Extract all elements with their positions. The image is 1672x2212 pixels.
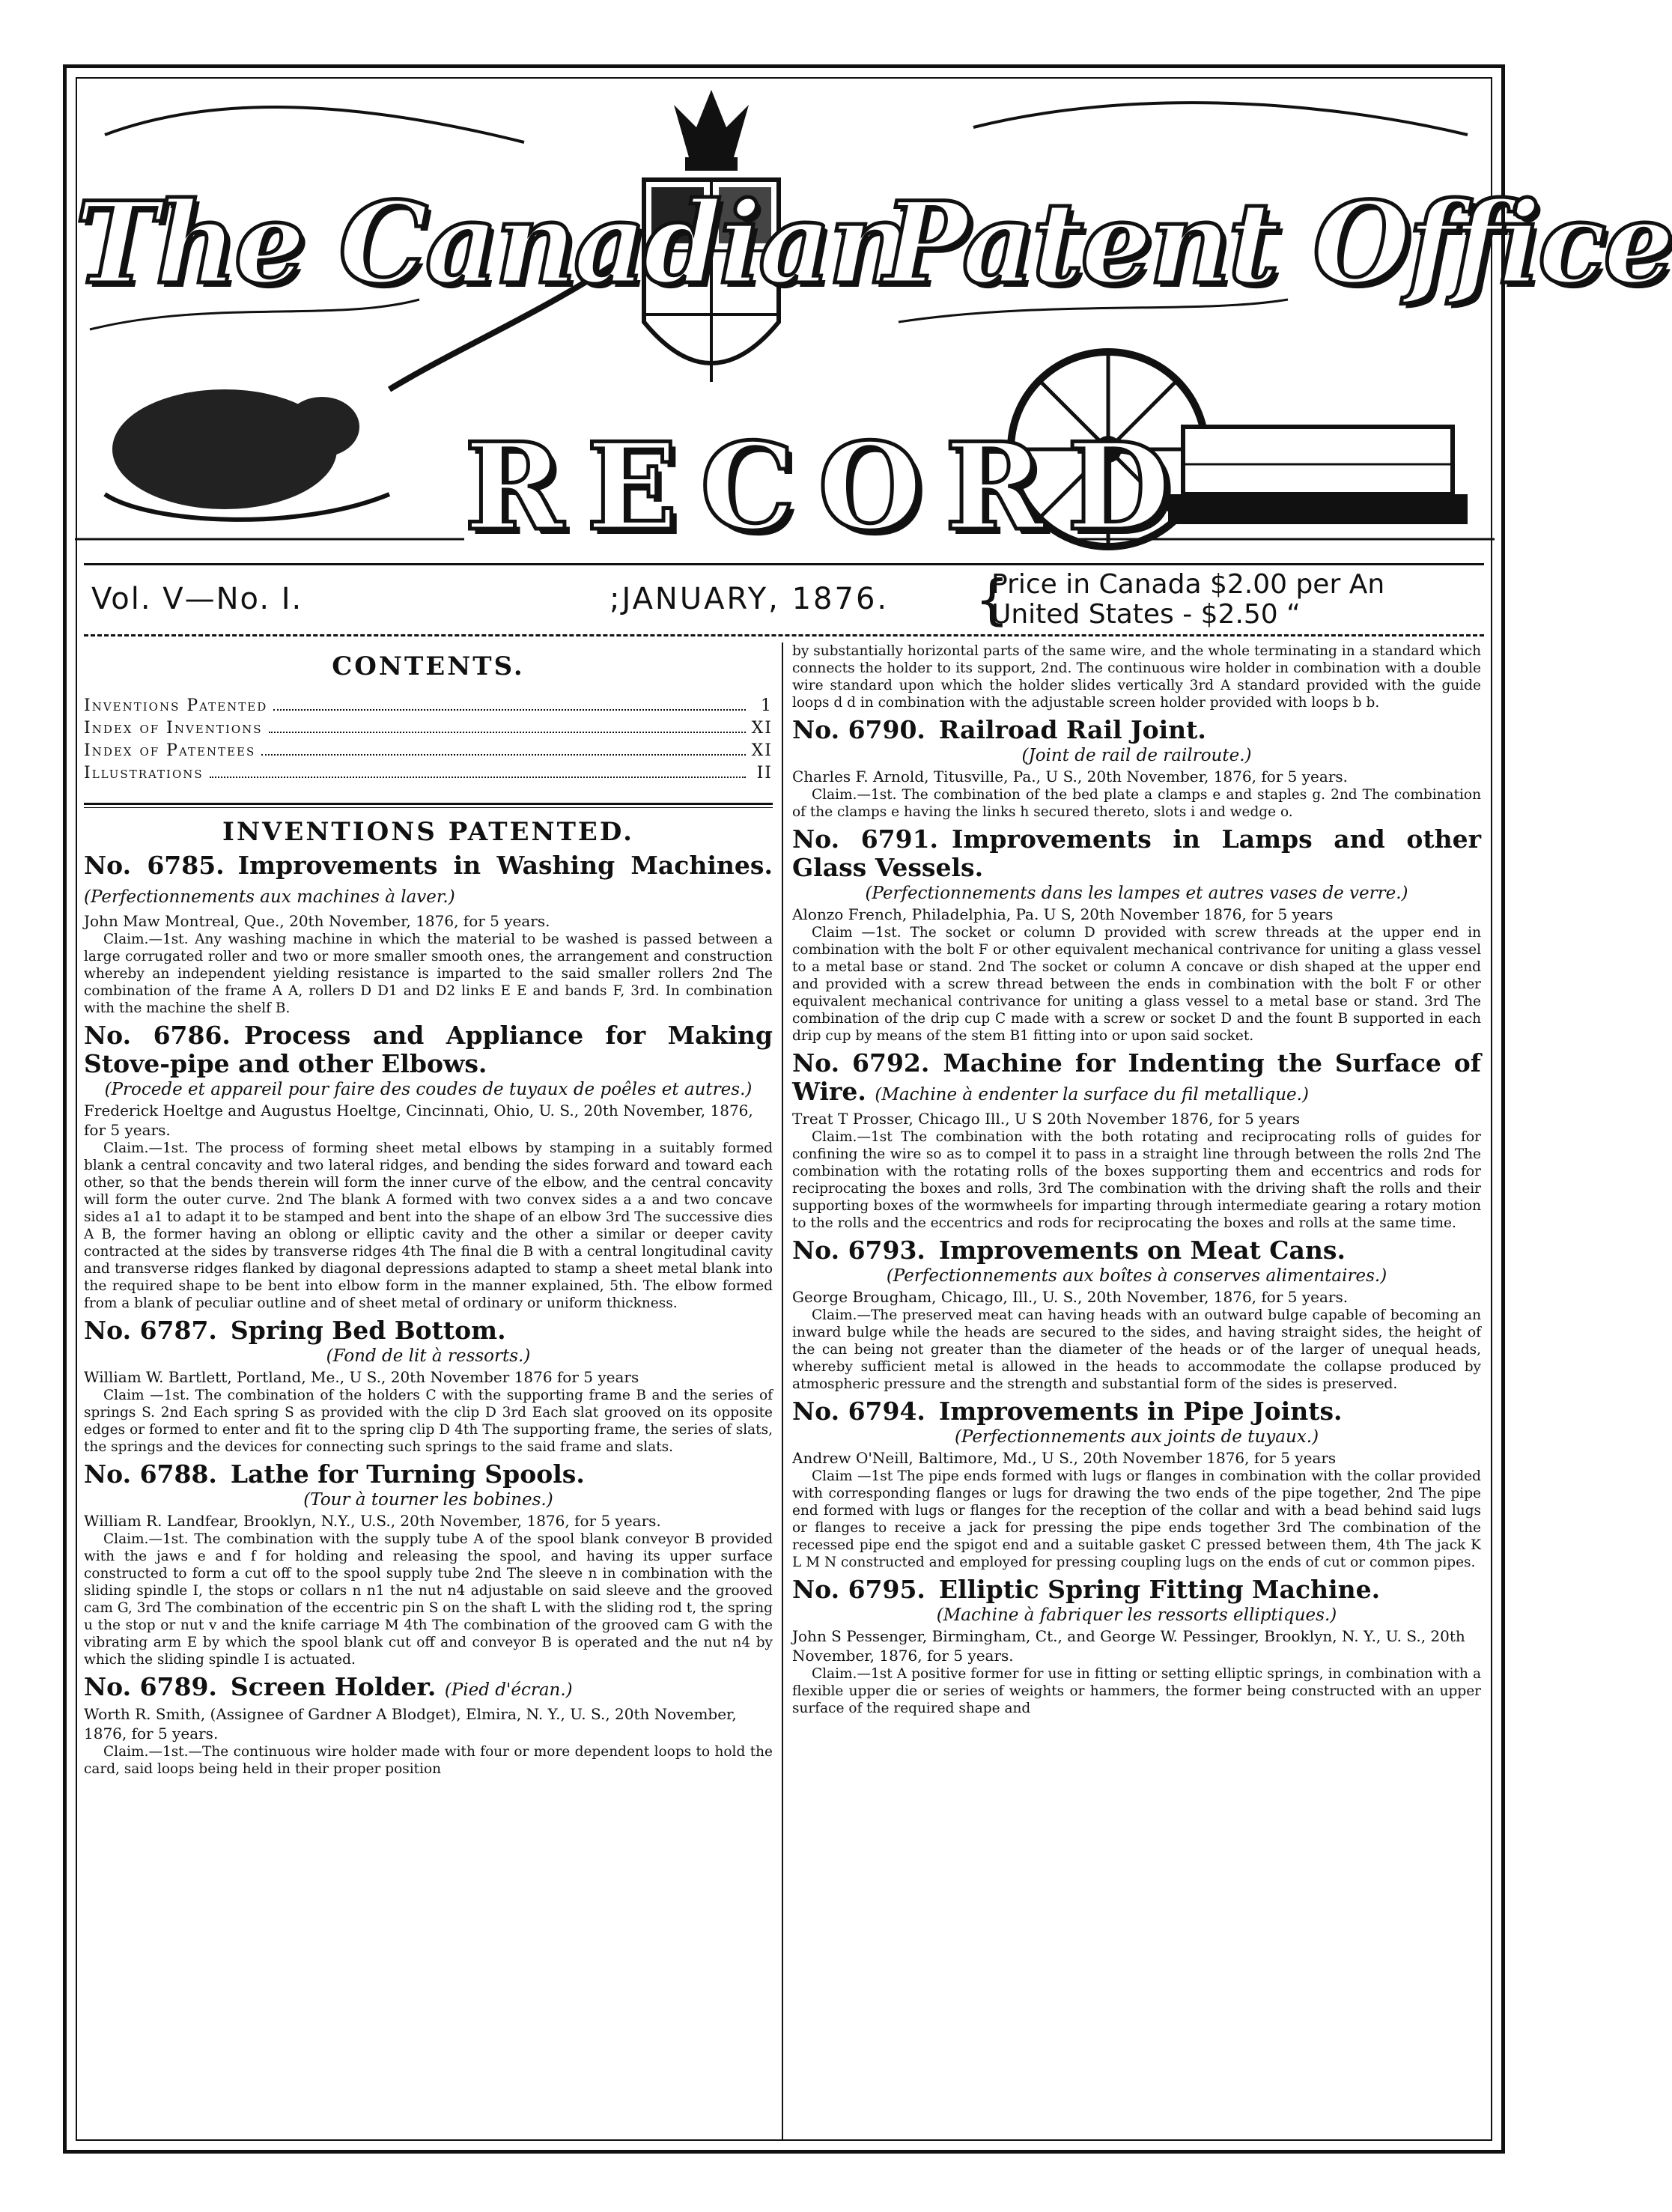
contents-page: 1 — [761, 696, 773, 715]
leader-dots — [261, 740, 745, 756]
patent-inventor: Andrew O'Neill, Baltimore, Md., U S., 20th November 1876, for 5 years — [792, 1449, 1337, 1467]
patent-french-title: (Machine à endenter la surface du fil metallique.) — [875, 1085, 1309, 1105]
patent-claim: Claim.—1st.—The continuous wire holder made with four or more dependent loops to hold the card, said loops being held in their proper position — [84, 1744, 773, 1777]
continued-claim: by substantially horizontal parts of the same wire, and the whole terminating in a standard which connects the holder to its support, 2nd. The continuous wire holder in combination with a double wire standard upon which the holder slides vertically 3rd A standard provided with the guide loops d d in combination with the adjustable screen holder provided with loops b b. — [792, 643, 1481, 711]
patent-heading — [792, 1576, 1481, 1604]
patent-claim: Claim.—1st. The combination with the supply tube A of the spool blank conveyor B provided with the jaws e and f for holding and releasing the spool, and having its upper surface constructed to form a cut off to the spool supply tube 2nd The sleeve n in combination with the sliding spindle I, the stops or collars n n1 the nut n4 adjustable on said sleeve and the grooved cam G, 3rd The combination of the eccentric pin S on the shaft L with the sliding rod t, the spring u the stop or nut v and the knife carriage M 4th The combination of the grooved cam G with the vibrating arm E by which the spool blank cut off and conveyor B is operated and the nut n4 by which the sliding spindle I is actuated. — [84, 1531, 773, 1668]
patent-title: Lathe for Turning Spools. — [230, 1459, 585, 1489]
patent-french-title: (Machine à fabriquer les ressorts elliptiques.) — [936, 1605, 1337, 1625]
beaver-icon — [105, 389, 389, 520]
patent-title: Railroad Rail Joint. — [938, 715, 1206, 744]
patent-entry — [84, 1316, 773, 1456]
leader-dots — [210, 762, 746, 778]
price-united-states: United States - $2.50 “ — [991, 599, 1301, 630]
contents-title: CONTENTS. — [332, 651, 525, 681]
patent-entry — [84, 1460, 773, 1668]
masthead — [75, 75, 1672, 557]
patent-inventor: William W. Bartlett, Portland, Me., U S., 20th November 1876 for 5 years — [84, 1368, 639, 1386]
issue-volume: Vol. V—No. I. — [91, 582, 303, 616]
patent-heading — [792, 1236, 1481, 1265]
patent-inventor: Alonzo French, Philadelphia, Pa. U S, 20th November 1876, for 5 years — [792, 905, 1334, 923]
contents-page: XI — [751, 741, 773, 760]
patent-entry — [792, 1397, 1481, 1571]
patent-entry — [792, 1576, 1481, 1717]
crown-icon — [674, 90, 749, 171]
patent-number: No. 6790. — [792, 715, 925, 744]
patent-inventor: Frederick Hoeltge and Augustus Hoeltge, Cincinnati, Ohio, U. S., 20th November, 1876, for 5 years. — [84, 1102, 753, 1139]
contents-row — [84, 762, 773, 785]
leader-dots — [273, 695, 746, 711]
patent-title: Process and Appliance for Making Stove-pipe and other Elbows. — [84, 1021, 773, 1078]
issue-date: ;JANUARY, 1876. — [609, 582, 890, 616]
patent-entry — [792, 1236, 1481, 1393]
column-rule — [782, 642, 783, 2140]
contents-label: Index of Inventions — [84, 719, 263, 738]
patent-inventor: John S Pessenger, Birmingham, Ct., and George W. Pessinger, Brooklyn, N. Y., U. S., 20th November, 1876, for 5 years. — [792, 1627, 1465, 1665]
brace-icon: { — [975, 568, 1009, 631]
patent-claim: Claim.—1st. Any washing machine in which the material to be washed is passed between a large corrugated roller and two or more smaller smooth ones, the arrangement and construction whereby an independent yielding resistance is imparted to the said smaller rollers 2nd The combination of the frame A A, rollers D D1 and D2 links E E and bands F, 3rd. In combination with the machine the shelf B. — [84, 932, 773, 1016]
patent-french-title: (Joint de rail de railroute.) — [1021, 746, 1252, 765]
patent-claim: Claim —1st The pipe ends formed with lugs or flanges in combination with the collar provided with corresponding flanges or lugs for drawing the two ends of the pipe together, 2nd The pipe end formed with lugs or flanges for the reception of the collar and with a bead behind said lugs or flanges to receive a jack for pressing the pipe ends together 3rd The combination of the recessed pipe end the spigot end and a suitable gasket C pressed between them, 4th The jack K L M N constructed and employed for pressing coupling lugs on the ends of cut or common pipes. — [792, 1468, 1481, 1570]
patent-heading — [84, 851, 773, 911]
contents-row — [84, 695, 773, 717]
patent-entry — [84, 1673, 773, 1778]
patent-heading — [792, 1049, 1481, 1109]
patent-inventor: Treat T Prosser, Chicago Ill., U S 20th November 1876, for 5 years — [792, 1110, 1301, 1128]
patent-inventor: George Brougham, Chicago, Ill., U. S., 20th November, 1876, for 5 years. — [792, 1288, 1349, 1306]
contents-label: Index of Patentees — [84, 741, 256, 760]
patent-heading — [792, 825, 1481, 882]
right-column — [792, 642, 1481, 1717]
patent-number: No. 6792. — [792, 1048, 930, 1078]
patent-claim: Claim.—1st A positive former for use in fitting or setting elliptic springs, in combination with a flexible upper die or series of weights or hammers, the former being constructed with an upper surface of the required shape and — [792, 1666, 1481, 1716]
patent-french-title: (Perfectionnements aux machines à laver.) — [84, 887, 455, 907]
patent-title: Improvements in Washing Machines. — [237, 851, 773, 880]
patent-claim: Claim.—1st. The combination of the bed plate a clamps e and staples g. 2nd The combination of the clamps e having the links h secured thereto, slots i and wedge o. — [792, 787, 1481, 820]
patent-entry — [792, 1049, 1481, 1232]
patent-french-title: (Procede et appareil pour faire des coudes de tuyaux de poêles et autres.) — [104, 1080, 753, 1099]
masthead-record-title: RECORD — [464, 416, 1194, 557]
patent-entry — [792, 825, 1481, 1045]
patent-title: Elliptic Spring Fitting Machine. — [938, 1575, 1381, 1604]
patent-title: Improvements on Meat Cans. — [938, 1236, 1346, 1265]
patent-claim: Claim.—1st. The process of forming sheet metal elbows by stamping in a suitably formed blank a central concavity and two lateral ridges, and bending the sides forward and toward each other, so that the bends therein will form the inner curve of the elbow, and the central concavity will form the outer curve. 2nd The blank A formed with two convex sides a a and two concave sides a1 a1 to adapt it to be stamped and bent into the shape of an elbow 3rd The successive dies A B, the former having an oblong or elliptic cavity and the other a similar or deeper cavity contracted at the sides by transverse ridges 4th The final die B with a central longitudinal cavity and transverse ridges flanked by diagonal depressions adapted to stamp a sheet metal blank into the required shape to be bent into elbow form in the manner explained, 5th. The elbow formed from a blank of peculiar outline and of sheet metal of ordinary or uniform thickness. — [84, 1140, 773, 1311]
patent-heading — [84, 1316, 773, 1345]
contents-row — [84, 717, 773, 740]
price-canada: Price in Canada $2.00 per An — [991, 569, 1385, 600]
patent-claim: Claim.—The preserved meat can having heads with an outward bulge capable of becoming an inward bulge while the heads are secured to the sides, and having straight sides, the height of the can being not greater than the diameter of the heads or of the larger of unequal heads, whereby sufficient metal is allowed in the heads to accommodate the collapse produced by atmospheric pressure and the strength and substantial form of the sides is preserved. — [792, 1307, 1481, 1392]
patent-french-title: (Perfectionnements aux boîtes à conserves alimentaires.) — [886, 1266, 1387, 1286]
contents-row — [84, 740, 773, 762]
patent-number: No. 6785. — [84, 851, 225, 880]
patent-french-title: (Tour à tourner les bobines.) — [303, 1490, 553, 1510]
patent-inventor: Worth R. Smith, (Assignee of Gardner A Blodget), Elmira, N. Y., U. S., 20th November, 1876, for 5 years. — [84, 1705, 737, 1742]
masthead-title-left: The Canadian — [75, 177, 908, 309]
masthead-title-right: Patent Office — [884, 177, 1672, 309]
patent-title: Spring Bed Bottom. — [230, 1316, 506, 1345]
patent-number: No. 6788. — [84, 1459, 217, 1489]
contents-list — [84, 695, 773, 785]
patent-heading — [84, 1673, 773, 1704]
patent-inventor: John Maw Montreal, Que., 20th November, 1876, for 5 years. — [84, 912, 550, 930]
left-column — [84, 642, 773, 1778]
patent-entry — [792, 716, 1481, 821]
patent-number: No. 6786. — [84, 1021, 231, 1050]
patent-number: No. 6787. — [84, 1316, 217, 1345]
patent-number: No. 6794. — [792, 1397, 925, 1426]
patent-title: Screen Holder. — [230, 1672, 437, 1701]
patent-french-title: (Fond de lit à ressorts.) — [326, 1346, 531, 1366]
patent-claim: Claim —1st. The combination of the holders C with the supporting frame B and the series of springs S. 2nd Each spring S as provided with the clip D 3rd Each slat grooved on its opposite edges or formed to enter and fit to the spring clip D 4th The supporting frame, the series of slats, the springs and the devices for connecting such springs to the said frame and slats. — [84, 1388, 773, 1455]
patent-heading — [84, 1021, 773, 1078]
patent-entry — [84, 1021, 773, 1312]
patent-title: Machine for Indenting the Surface of Wire. — [792, 1048, 1481, 1106]
issue-bar — [84, 563, 1484, 636]
patent-inventor: Charles F. Arnold, Titusville, Pa., U S., 20th November, 1876, for 5 years. — [792, 768, 1349, 786]
contents-label: Inventions Patented — [84, 696, 268, 715]
patent-claim: Claim.—1st The combination with the both rotating and reciprocating rolls of guides for confining the wire so as to compel it to pass in a straight line through between the rolls 2nd The combination with the rotating rolls of the boxes supporting them and eccentrics and rods for reciprocating the boxes and rolls, 3rd The combination with the driving shaft the rolls and their supporting boxes of the wormwheels for imparting through intermediate gearing a rotary motion to the rolls and the eccentrics and rods for reciprocating the boxes and rolls at the same time. — [792, 1129, 1481, 1231]
section-rule — [84, 803, 773, 808]
contents-page: II — [756, 764, 773, 783]
issue-price — [975, 568, 1385, 631]
contents-label: Illustrations — [84, 764, 204, 783]
section-title: INVENTIONS PATENTED. — [222, 817, 634, 847]
patent-title: Improvements in Pipe Joints. — [938, 1397, 1343, 1426]
patent-number: No. 6789. — [84, 1672, 217, 1701]
patent-number: No. 6795. — [792, 1575, 925, 1604]
patent-claim: Claim —1st. The socket or column D provided with screw threads at the upper end in combination with the bolt F or other equivalent mechanical contrivance for uniting a glass vessel to a metal base or stand. 2nd The socket or column A concave or dish shaped at the upper end and provided with a screw thread between the ends in combination with the bolt F or other equivalent mechanical contrivance for uniting a glass vessel to a metal base or stand. 3rd The combination of the drip cup C made with a screw or socket D and the fount B supported in each drip cup by means of the stem B1 fitting into or upon said socket. — [792, 925, 1481, 1044]
patent-inventor: William R. Landfear, Brooklyn, N.Y., U.S., 20th November, 1876, for 5 years. — [84, 1512, 661, 1530]
patent-number: No. 6793. — [792, 1236, 925, 1265]
patent-number: No. 6791. — [792, 824, 939, 854]
patent-entry — [84, 851, 773, 1017]
patent-french-title: (Perfectionnements aux joints de tuyaux.) — [954, 1427, 1319, 1447]
patent-french-title: (Pied d'écran.) — [444, 1680, 573, 1700]
patent-heading — [792, 1397, 1481, 1426]
leader-dots — [269, 717, 746, 733]
contents-page: XI — [751, 719, 773, 738]
patent-heading — [84, 1460, 773, 1489]
patent-french-title: (Perfectionnements dans les lampes et autres vases de verre.) — [865, 884, 1408, 903]
patent-heading — [792, 716, 1481, 744]
patent-title: Improvements in Lamps and other Glass Vessels. — [792, 824, 1481, 882]
